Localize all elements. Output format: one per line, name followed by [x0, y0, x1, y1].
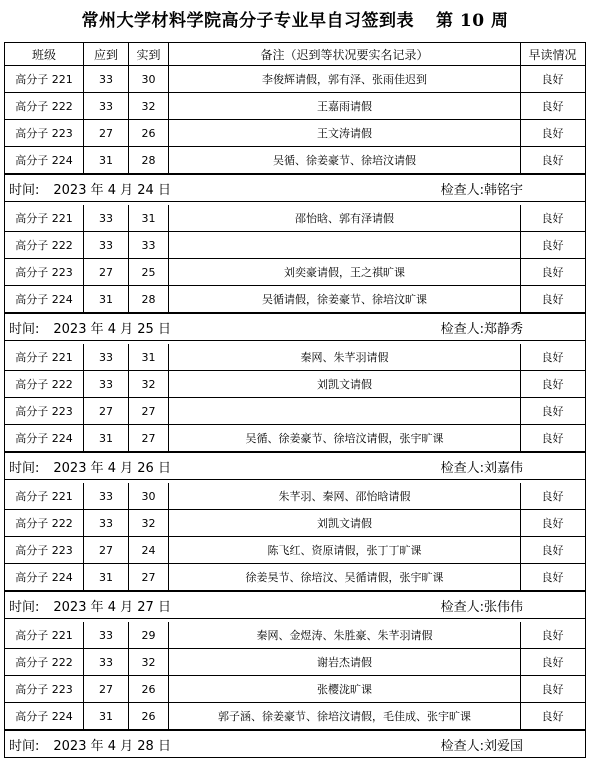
note-cell: 刘凯文请假 [169, 510, 521, 536]
due-cell: 33 [84, 344, 129, 370]
due-cell: 27 [84, 398, 129, 424]
status-cell: 良好 [541, 683, 564, 696]
checker-label: 检查人: [440, 599, 484, 615]
due-cell: 31 [84, 703, 129, 729]
checker-label: 检查人: [440, 321, 484, 337]
actual-cell: 30 [129, 483, 169, 509]
status-cell: 良好 [541, 73, 564, 86]
class-cell: 高分子 223 [5, 676, 84, 702]
checker [441, 735, 523, 754]
table-row [4, 371, 586, 398]
note-cell: 张樱泷旷课 [169, 676, 521, 702]
table-row [4, 622, 586, 649]
class-cell: 高分子 221 [5, 66, 84, 92]
status-cell: 良好 [541, 517, 564, 530]
actual-cell: 31 [129, 344, 169, 370]
class-cell: 高分子 221 [5, 622, 84, 648]
class-cell: 高分子 224 [5, 425, 84, 451]
table-header [4, 42, 586, 66]
table-row [4, 703, 586, 730]
header-actual: 实到 [129, 43, 169, 65]
status-cell: 良好 [541, 629, 564, 642]
day-footer [4, 591, 586, 619]
status-cell: 良好 [541, 293, 564, 306]
date-value: 2023 年 4 月 27 日 [53, 599, 171, 615]
date-value: 2023 年 4 月 25 日 [53, 321, 171, 337]
table-row [4, 93, 586, 120]
due-cell: 27 [84, 120, 129, 146]
class-cell: 高分子 222 [5, 649, 84, 675]
table-row [4, 205, 586, 232]
status-cell: 良好 [541, 154, 564, 167]
note-cell: 秦网、朱芊羽请假 [169, 344, 521, 370]
date-value: 2023 年 4 月 26 日 [53, 460, 171, 476]
due-cell: 27 [84, 676, 129, 702]
actual-cell: 24 [129, 537, 169, 563]
header-status: 早读情况 [528, 47, 577, 62]
table-row [4, 259, 586, 286]
date-label: 时间: [9, 738, 40, 754]
class-cell: 高分子 222 [5, 232, 84, 258]
due-cell: 27 [84, 537, 129, 563]
date-value: 2023 年 4 月 24 日 [53, 182, 171, 198]
actual-cell: 28 [129, 147, 169, 173]
day-footer [4, 313, 586, 341]
note-cell: 李俊辉请假，郭有泽、张雨佳迟到 [169, 66, 521, 92]
status-cell: 良好 [541, 127, 564, 140]
class-cell: 高分子 224 [5, 564, 84, 590]
note-cell: 陈飞红、资原请假，张丁丁旷课 [169, 537, 521, 563]
class-cell: 高分子 224 [5, 147, 84, 173]
day-footer [4, 452, 586, 480]
note-cell: 徐姜昊节、徐培汶、吴循请假，张宇旷课 [169, 564, 521, 590]
due-cell: 33 [84, 66, 129, 92]
header-class: 班级 [5, 43, 84, 65]
class-cell: 高分子 224 [5, 703, 84, 729]
actual-cell: 32 [129, 371, 169, 397]
class-cell: 高分子 221 [5, 344, 84, 370]
date-value: 2023 年 4 月 28 日 [53, 738, 171, 754]
due-cell: 33 [84, 622, 129, 648]
due-cell: 31 [84, 425, 129, 451]
table-row [4, 398, 586, 425]
note-cell: 吴循、徐姜豪节、徐培汶请假，张宇旷课 [169, 425, 521, 451]
actual-cell: 32 [129, 93, 169, 119]
status-cell: 良好 [541, 266, 564, 279]
due-cell: 31 [84, 147, 129, 173]
status-cell: 良好 [541, 239, 564, 252]
actual-cell: 27 [129, 398, 169, 424]
actual-cell: 28 [129, 286, 169, 312]
checker-label: 检查人: [440, 182, 484, 198]
checker-name: 刘爱国 [483, 738, 523, 754]
class-cell: 高分子 222 [5, 371, 84, 397]
table-row [4, 286, 586, 313]
class-cell: 高分子 223 [5, 537, 84, 563]
table-row [4, 344, 586, 371]
due-cell: 33 [84, 232, 129, 258]
table-row [4, 564, 586, 591]
sheet-title [0, 0, 590, 42]
class-cell: 高分子 221 [5, 483, 84, 509]
class-cell: 高分子 224 [5, 286, 84, 312]
table-row [4, 483, 586, 510]
actual-cell: 32 [129, 510, 169, 536]
status-cell: 良好 [541, 656, 564, 669]
note-cell: 刘奕豪请假，王之祺旷课 [169, 259, 521, 285]
note-cell [169, 398, 521, 424]
note-cell: 王嘉雨请假 [169, 93, 521, 119]
actual-cell: 31 [129, 205, 169, 231]
header-note: 备注（迟到等状况要实名记录） [169, 43, 521, 65]
date-label: 时间: [9, 321, 40, 337]
table-row [4, 537, 586, 564]
actual-cell: 25 [129, 259, 169, 285]
status-cell: 良好 [541, 544, 564, 557]
note-cell: 朱芊羽、秦网、邵怡晗请假 [169, 483, 521, 509]
actual-cell: 29 [129, 622, 169, 648]
checker-name: 刘嘉伟 [483, 460, 523, 476]
due-cell: 33 [84, 93, 129, 119]
checker [441, 457, 523, 476]
day-footer [4, 174, 586, 202]
note-cell: 吴循、徐姜豪节、徐培汶请假 [169, 147, 521, 173]
table-row [4, 649, 586, 676]
note-cell: 王文涛请假 [169, 120, 521, 146]
note-cell: 邵怡晗、郭有泽请假 [169, 205, 521, 231]
table-row [4, 147, 586, 174]
note-cell: 吴循请假，徐姜豪节、徐培汶旷课 [169, 286, 521, 312]
note-cell [169, 232, 521, 258]
due-cell: 33 [84, 205, 129, 231]
table-row [4, 232, 586, 259]
title-text: 常州大学材料学院高分子专业早自习签到表 [81, 11, 414, 31]
date-label: 时间: [9, 460, 40, 476]
actual-cell: 27 [129, 425, 169, 451]
checker [441, 179, 523, 198]
class-cell: 高分子 223 [5, 398, 84, 424]
checker-name: 韩铭宇 [483, 182, 523, 198]
date-label: 时间: [9, 599, 40, 615]
actual-cell: 30 [129, 66, 169, 92]
status-cell: 良好 [541, 432, 564, 445]
checker [441, 596, 523, 615]
checker-name: 郑静秀 [483, 321, 523, 337]
class-cell: 高分子 222 [5, 93, 84, 119]
table-row [4, 676, 586, 703]
week-number: 第 10 周 [436, 11, 509, 31]
table-row [4, 120, 586, 147]
status-cell: 良好 [541, 351, 564, 364]
actual-cell: 26 [129, 676, 169, 702]
class-cell: 高分子 223 [5, 120, 84, 146]
status-cell: 良好 [541, 100, 564, 113]
header-due: 应到 [84, 43, 129, 65]
class-cell: 高分子 221 [5, 205, 84, 231]
status-cell: 良好 [541, 710, 564, 723]
day-footer [4, 730, 586, 758]
due-cell: 27 [84, 259, 129, 285]
status-cell: 良好 [541, 212, 564, 225]
note-cell: 谢岩杰请假 [169, 649, 521, 675]
table-row [4, 510, 586, 537]
actual-cell: 26 [129, 120, 169, 146]
checker-label: 检查人: [440, 460, 484, 476]
table-row [4, 425, 586, 452]
status-cell: 良好 [541, 378, 564, 391]
table-row [4, 66, 586, 93]
status-cell: 良好 [541, 490, 564, 503]
date-label: 时间: [9, 182, 40, 198]
due-cell: 31 [84, 286, 129, 312]
class-cell: 高分子 223 [5, 259, 84, 285]
actual-cell: 26 [129, 703, 169, 729]
due-cell: 33 [84, 371, 129, 397]
note-cell: 郭子涵、徐姜豪节、徐培汶请假，毛佳成、张宇旷课 [169, 703, 521, 729]
checker-name: 张伟伟 [483, 599, 523, 615]
class-cell: 高分子 222 [5, 510, 84, 536]
actual-cell: 33 [129, 232, 169, 258]
status-cell: 良好 [541, 571, 564, 584]
actual-cell: 27 [129, 564, 169, 590]
due-cell: 33 [84, 483, 129, 509]
actual-cell: 32 [129, 649, 169, 675]
due-cell: 31 [84, 564, 129, 590]
note-cell: 刘凯文请假 [169, 371, 521, 397]
checker [441, 318, 523, 337]
note-cell: 秦网、金煜涛、朱胜豪、朱芊羽请假 [169, 622, 521, 648]
due-cell: 33 [84, 510, 129, 536]
checker-label: 检查人: [440, 738, 484, 754]
status-cell: 良好 [541, 405, 564, 418]
due-cell: 33 [84, 649, 129, 675]
